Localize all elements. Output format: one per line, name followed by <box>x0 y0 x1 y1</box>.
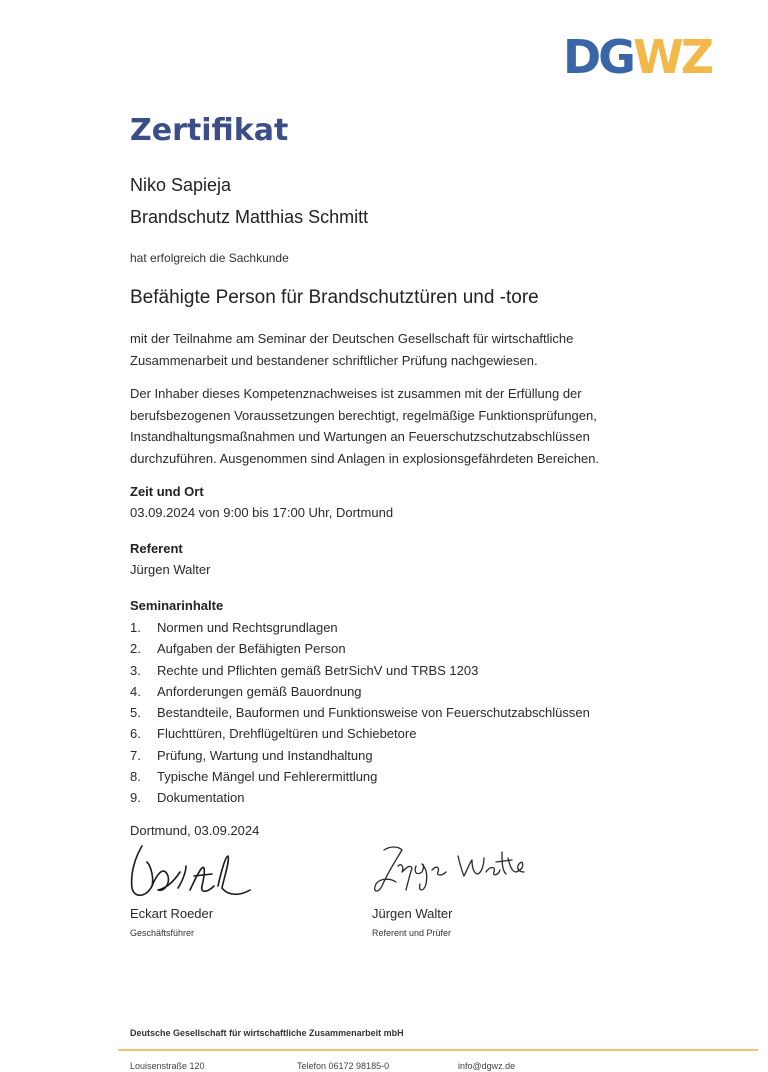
paragraph-line: Der Inhaber dieses Kompetenznachweises ist zusammen mit der Erfüllung der <box>130 386 582 401</box>
footer-email: info@dgwz.de <box>458 1061 516 1071</box>
item-text: Rechte und Pflichten gemäß BetrSichV und TRBS 1203 <box>157 662 479 678</box>
paragraph-authorization <box>130 383 660 469</box>
place-date: Dortmund, 03.09.2024 <box>130 823 260 838</box>
footer-divider <box>118 1049 758 1051</box>
paragraph-line: berufsbezogenen Voraussetzungen berechtigt, regelmäßige Funktionsprüfungen, <box>130 407 597 423</box>
qualification-title: Befähigte Person für Brandschutztüren und -tore <box>130 287 539 308</box>
recipient-name: Niko Sapieja <box>130 175 232 195</box>
item-number: 6. <box>130 726 141 742</box>
signature-roeder <box>124 842 254 904</box>
signatory-1-name: Eckart Roeder <box>130 906 214 921</box>
paragraph-line: durchzuführen. Ausgenommen sind Anlagen in explosionsgefährdeten Bereichen. <box>130 450 600 466</box>
signature-walter <box>366 838 526 900</box>
paragraph-line: mit der Teilnahme am Seminar der Deutschen Gesellschaft für wirtschaftliche <box>130 331 574 346</box>
recipient-company: Brandschutz Matthias Schmitt <box>130 207 369 227</box>
signatory-1-role: Geschäftsführer <box>130 928 195 938</box>
paragraph-line: Zusammenarbeit und bestandener schriftlicher Prüfung nachgewiesen. <box>130 352 538 368</box>
item-text: Fluchttüren, Drehflügeltüren und Schiebetore <box>157 726 417 742</box>
logo-part-dg: DG <box>563 30 633 84</box>
item-text: Dokumentation <box>157 790 245 806</box>
item-text: Normen und Rechtsgrundlagen <box>157 620 338 635</box>
item-text: Bestandteile, Bauformen und Funktionsweise von Feuerschutzabschlüssen <box>157 705 590 721</box>
seminar-heading: Seminarinhalte <box>130 598 224 613</box>
footer-phone: Telefon 06172 98185-0 <box>297 1061 390 1071</box>
item-number: 7. <box>130 747 141 763</box>
list-item <box>130 660 590 681</box>
item-number: 4. <box>130 683 141 699</box>
logo-part-wz: WZ <box>632 30 712 84</box>
item-text: Typische Mängel und Fehlerermittlung <box>157 769 378 785</box>
certificate-title: Zertifikat <box>130 113 289 148</box>
time-place-value: 03.09.2024 von 9:00 bis 17:00 Uhr, Dortmund <box>130 505 394 520</box>
list-item <box>130 745 590 766</box>
signatory-2-role: Referent und Prüfer <box>372 928 452 938</box>
time-place-heading: Zeit und Ort <box>130 484 204 499</box>
item-number: 9. <box>130 790 141 806</box>
referent-value: Jürgen Walter <box>130 562 211 577</box>
item-text: Prüfung, Wartung und Instandhaltung <box>157 747 373 763</box>
item-number: 1. <box>130 620 141 635</box>
paragraph-seminar <box>130 328 660 371</box>
list-item <box>130 787 590 808</box>
list-item <box>130 617 590 638</box>
signatory-2-name: Jürgen Walter <box>372 906 453 921</box>
item-text: Aufgaben der Befähigten Person <box>157 641 346 657</box>
intro-text: hat erfolgreich die Sachkunde <box>130 251 289 265</box>
dgwz-logo <box>563 30 712 84</box>
item-text: Anforderungen gemäß Bauordnung <box>157 683 362 699</box>
item-number: 2. <box>130 641 141 657</box>
item-number: 5. <box>130 705 141 721</box>
footer-organization: Deutsche Gesellschaft für wirtschaftliche Zusammenarbeit mbH <box>130 1028 404 1038</box>
list-item <box>130 702 590 723</box>
list-item <box>130 766 590 787</box>
seminar-topics-list <box>130 617 590 809</box>
footer-address: Louisenstraße 120 <box>130 1061 205 1071</box>
paragraph-line: Instandhaltungsmaßnahmen und Wartungen an Feuerschutzschutzabschlüssen <box>130 429 590 444</box>
referent-heading: Referent <box>130 541 183 556</box>
item-number: 3. <box>130 662 141 678</box>
list-item <box>130 723 590 744</box>
list-item <box>130 638 590 659</box>
item-number: 8. <box>130 769 141 785</box>
list-item <box>130 681 590 702</box>
